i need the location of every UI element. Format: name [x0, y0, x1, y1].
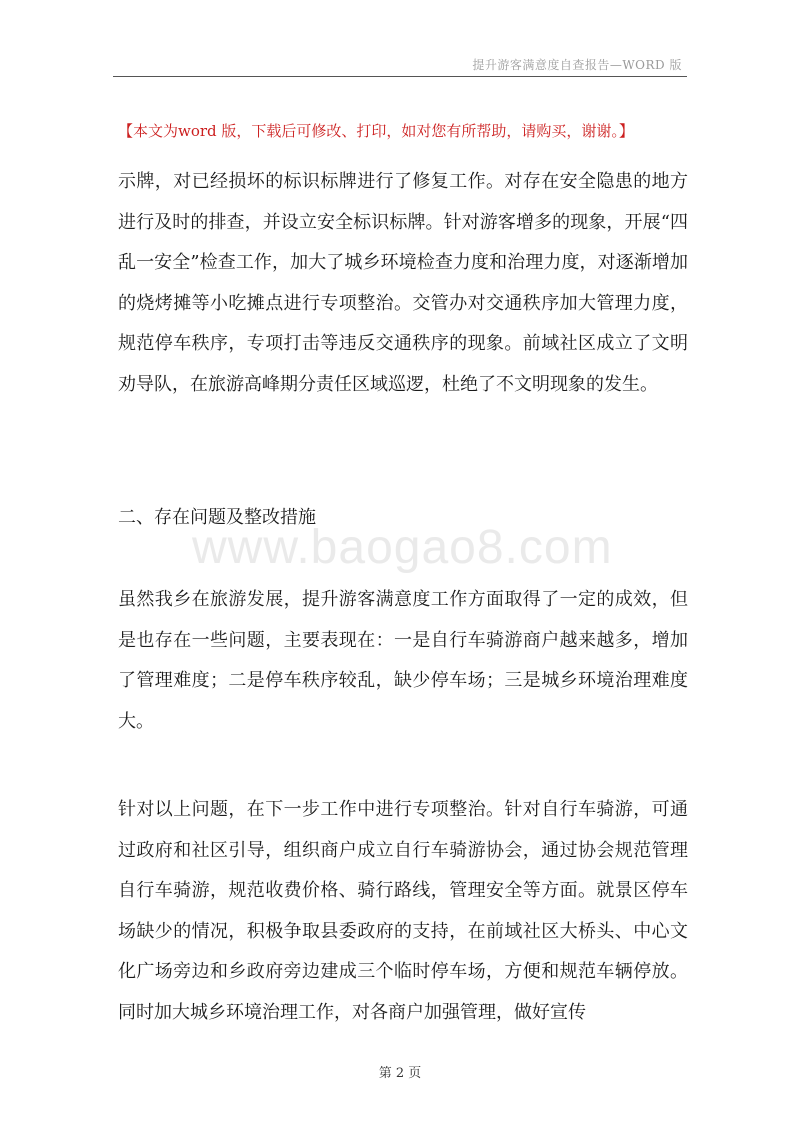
paragraph-2: 虽然我乡在旅游发展，提升游客满意度工作方面取得了一定的成效，但是也存在一些问题，主要表现在：一是自行车骑游商户越来越多，增加了管理难度；二是停车秩序较乱，缺少停车场；三是城乡环境治理难度大。	[118, 589, 688, 732]
section-heading: 二、存在问题及整改措施	[118, 507, 316, 528]
watermark: www.baogao8.com	[192, 521, 613, 574]
header-rule	[113, 76, 687, 77]
page-number: 第 2 页	[378, 1066, 422, 1081]
header-title: 提升游客满意度自查报告—WORD 版	[472, 58, 682, 72]
paragraph-3: 针对以上问题，在下一步工作中进行专项整治。针对自行车骑游，可通过政府和社区引导，组织商户成立自行车骑游协会，通过协会规范管理自行车骑游，规范收费价格、骑行路线，管理安全等方面。就景区停车场缺少的情况，积极争取县委政府的支持，在前域社区大桥头、中心文化广场旁边和乡政府旁边建成三个临时停车场，方便和规范车辆停放。同时加大城乡环境治理工作，对各商户加强管理，做好宣传	[118, 799, 688, 1023]
paragraph-1: 示牌，对已经损坏的标识标牌进行了修复工作。对存在安全隐患的地方进行及时的排查，并设立安全标识标牌。针对游客增多的现象，开展“四乱一安全”检查工作，加大了城乡环境检查力度和治理力度，对逐渐增加的烧烤摊等小吃摊点进行专项整治。交管办对交通秩序加大管理力度，规范停车秩序，专项打击等违反交通秩序的现象。前域社区成立了文明劝导队，在旅游高峰期分责任区域巡逻，杜绝了不文明现象的发生。	[118, 171, 688, 395]
download-notice: 【本文为word 版，下载后可修改、打印，如对您有所帮助，请购买，谢谢。】	[118, 122, 634, 140]
